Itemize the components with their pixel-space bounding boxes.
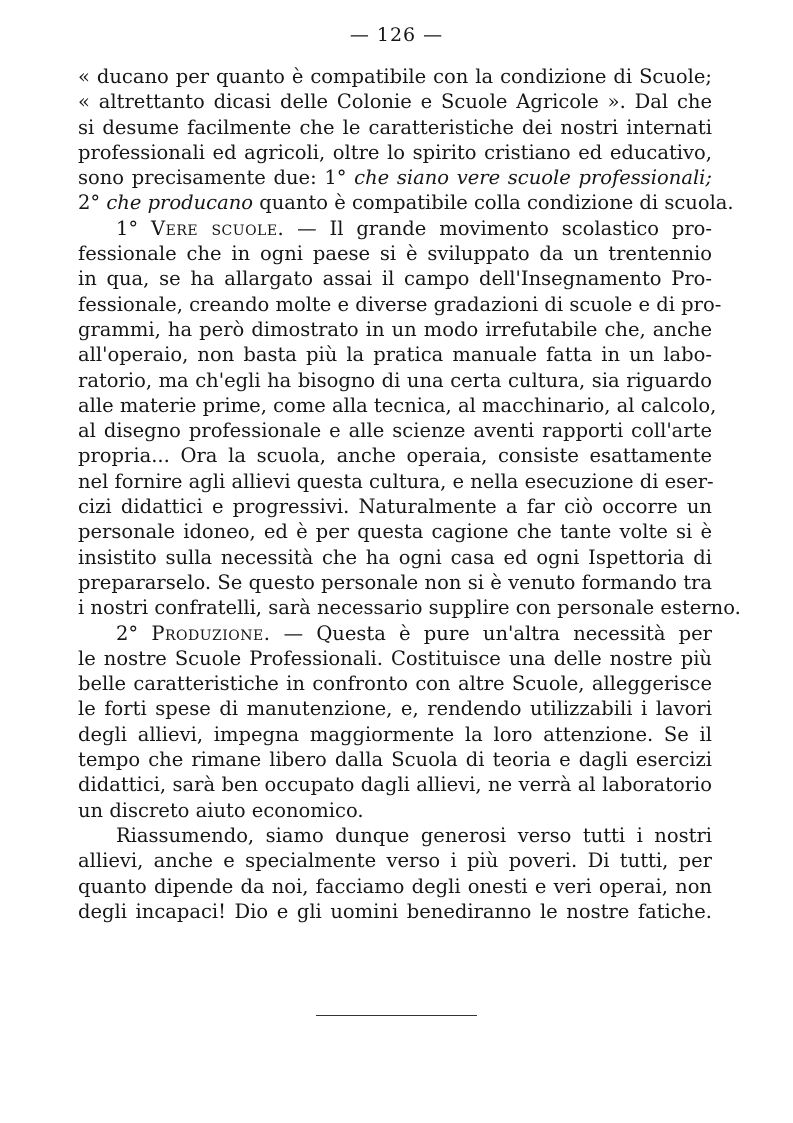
text-line: degli allievi, impegna maggiormente la loro attenzione. Se il [78, 722, 712, 746]
text-line [78, 165, 712, 190]
text-line: quanto dipende da noi, facciamo degli onesti e veri operai, non [78, 874, 712, 898]
text-line: degli incapaci! Dio e gli uomini benediranno le nostre fatiche. [78, 899, 712, 923]
section-number: 2° [116, 621, 152, 645]
text-line: grammi, ha però dimostrato in un modo irrefutabile che, anche [78, 317, 712, 341]
text-line: un discreto aiuto economico. [78, 798, 364, 822]
paragraph [78, 823, 712, 924]
text-segment: — Il grande movimento scolastico pro- [284, 216, 712, 240]
text-line [78, 621, 712, 646]
text-line: propria... Ora la scuola, anche operaia, consiste esattamente [78, 444, 712, 468]
text-line: fessionale che in ogni paese si è sviluppato da un trentennio [78, 242, 712, 266]
text-line: professionali ed agricoli, oltre lo spirito cristiano ed educativo, [78, 140, 712, 164]
text-line [78, 190, 734, 215]
text-line: tempo che rimane libero dalla Scuola di teoria e dagli esercizi [78, 748, 712, 772]
text-line: alle materie prime, come alla tecnica, al macchinario, al calcolo, [78, 393, 717, 417]
page-number: — 126 — [349, 24, 444, 46]
text-line: in qua, se ha allargato assai il campo dell'Insegnamento Pro- [78, 267, 712, 291]
text-line: fessionale, creando molte e diverse gradazioni di scuole e di pro- [78, 292, 722, 316]
text-line: « altrettanto dicasi delle Colonie e Scuole Agricole ». Dal che [78, 90, 712, 114]
section-heading: Produzione. [151, 621, 271, 645]
text-line: « ducano per quanto è compatibile con la condizione di Scuole; [78, 65, 712, 88]
text-line [78, 216, 712, 241]
paragraph [78, 621, 712, 823]
section-number: 1° [116, 216, 152, 240]
text-line: all'operaio, non basta più la pratica manuale fatta in un labo- [78, 343, 712, 367]
text-line: al disegno professionale e alle scienze aventi rapporti coll'arte [78, 419, 712, 443]
text-line: nel fornire agli allievi questa cultura, e nella esecuzione di eser- [78, 469, 714, 493]
emphasis-text: che producano [106, 191, 254, 215]
text-line: prepararselo. Se questo personale non si è venuto formando tra [78, 570, 712, 594]
text-line: insistito sulla necessità che ha ogni casa ed ogni Ispettoria di [78, 545, 712, 569]
text-line: Riassumendo, siamo dunque generosi verso tutti i nostri [116, 823, 712, 847]
text-line: allievi, anche e specialmente verso i più poveri. Di tutti, per [78, 849, 712, 873]
body-text [78, 64, 741, 924]
text-segment: — Questa è pure un'altra necessità per [270, 621, 712, 645]
text-segment: 2° [78, 191, 107, 215]
paragraph [78, 216, 741, 621]
text-segment: quanto è compatibile colla condizione di scuola. [253, 191, 734, 215]
text-line: didattici, sarà ben occupato dagli allievi, ne verrà al laboratorio [78, 773, 712, 797]
text-segment: sono precisamente due: 1° [78, 166, 355, 190]
text-line: personale idoneo, ed è per questa cagione che tante volte si è [78, 520, 712, 544]
text-line: si desume facilmente che le caratteristiche dei nostri internati [78, 115, 712, 139]
section-heading: Vere scuole. [151, 216, 285, 240]
text-line: cizi didattici e progressivi. Naturalmente a far ciò occorre un [78, 495, 712, 519]
text-line: le nostre Scuole Professionali. Costituisce una delle nostre più [78, 646, 712, 670]
text-line: le forti spese di manutenzione, e, rendendo utilizzabili i lavori [78, 697, 712, 721]
paragraph [78, 64, 734, 216]
text-line: ratorio, ma ch'egli ha bisogno di una certa cultura, sia riguardo [78, 368, 712, 392]
text-line: i nostri confratelli, sarà necessario supplire con personale esterno. [78, 596, 741, 620]
emphasis-text: che siano vere scuole professionali; [354, 166, 712, 190]
text-line: belle caratteristiche in confronto con altre Scuole, alleggerisce [78, 672, 712, 696]
end-rule [316, 1015, 477, 1016]
